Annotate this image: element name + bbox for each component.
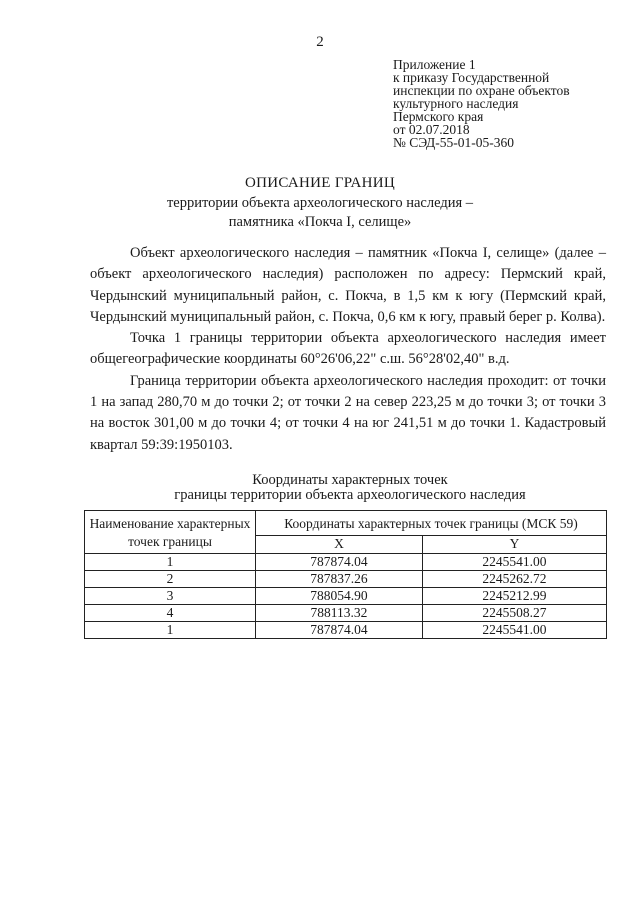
- x-cell: 787874.04: [256, 554, 423, 571]
- subtitle-line: памятника «Покча I, селище»: [228, 214, 412, 230]
- page-number: 2: [316, 34, 324, 50]
- x-cell: 787837.26: [256, 571, 423, 588]
- table-caption: [0, 473, 640, 503]
- appendix-line: инспекции по охране объектов: [393, 83, 570, 98]
- y-header: Y: [422, 535, 606, 553]
- x-cell: 788113.32: [256, 605, 423, 622]
- y-cell: 2245541.00: [422, 622, 606, 639]
- point-name-header: Наименование характерных точек границы: [85, 511, 256, 554]
- document-subtitle: [0, 194, 640, 232]
- coordinates-table: [84, 510, 607, 639]
- table-row: [85, 588, 607, 605]
- appendix-line: от 02.07.2018: [393, 122, 470, 137]
- x-cell: 787874.04: [256, 622, 423, 639]
- y-cell: 2245212.99: [422, 588, 606, 605]
- table-row: [85, 571, 607, 588]
- paragraph-location: Объект археологического наследия – памятник «Покча I, селище» (далее – объект археологического наследия) расположен по адресу: Пермский край, Чердынский муниципальный район, с. Покча, в 1,5 км к югу (Пермский край, Чердынский муниципальный район, с. Покча, 0,6 км к югу, правый берег р. Колва).: [90, 245, 606, 325]
- x-cell: 788054.90: [256, 588, 423, 605]
- point-cell: 1: [85, 554, 256, 571]
- document-title: ОПИСАНИЕ ГРАНИЦ: [244, 175, 396, 191]
- paragraph-boundary: Граница территории объекта археологического наследия проходит: от точки 1 на запад 280,70 м до точки 2; от точки 2 на север 223,25 м до точки 3; от точки 3 на восток 301,00 м до точки 4; от точки 4 на юг 241,51 м до точки 1. Кадастровый квартал 59:39:1950103.: [90, 372, 606, 453]
- y-cell: 2245541.00: [422, 554, 606, 571]
- point-cell: 2: [85, 571, 256, 588]
- point-cell: 4: [85, 605, 256, 622]
- appendix-line: Пермского края: [393, 109, 484, 124]
- table-caption-line: границы территории объекта археологического наследия: [174, 487, 526, 503]
- coordinates-header: Координаты характерных точек границы (МСК 59): [256, 511, 607, 536]
- paragraph-point-coordinates: Точка 1 границы территории объекта археологического наследия имеет общегеографические координаты 60°26'06,22" с.ш. 56°28'02,40" в.д.: [90, 330, 606, 368]
- y-cell: 2245262.72: [422, 571, 606, 588]
- point-cell: 3: [85, 588, 256, 605]
- table-row: [85, 622, 607, 639]
- y-cell: 2245508.27: [422, 605, 606, 622]
- subtitle-line: территории объекта археологического наследия –: [166, 195, 474, 211]
- appendix-line: Приложение 1: [393, 57, 476, 72]
- table-caption-line: Координаты характерных точек: [252, 472, 448, 488]
- body-text: [90, 243, 606, 456]
- x-header: X: [256, 535, 423, 553]
- table-row: [85, 554, 607, 571]
- appendix-block: [393, 58, 570, 149]
- appendix-line: культурного наследия: [393, 96, 519, 111]
- appendix-line: к приказу Государственной: [393, 70, 550, 85]
- table-row: [85, 605, 607, 622]
- point-cell: 1: [85, 622, 256, 639]
- appendix-line: № СЭД-55-01-05-360: [393, 135, 514, 150]
